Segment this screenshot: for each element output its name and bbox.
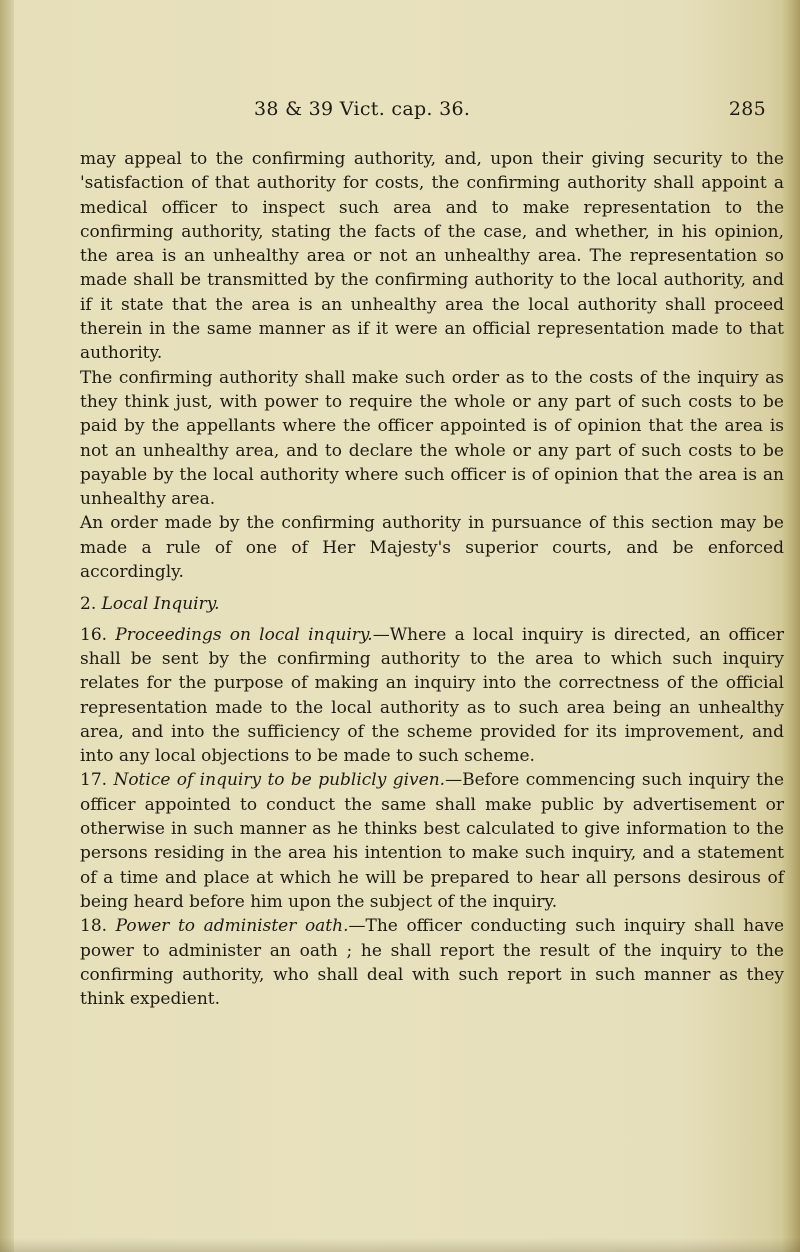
page-header bbox=[80, 98, 780, 128]
paragraph-costs: The confirming authority shall make such order as to the costs of the inquiry as they think just, with power to require the whole or any part of such costs to be paid by the appellants where the officer appointed is of opinion that the area is not an unhealthy area, and to declare the whole or any part of such costs to be payable by the local authority where such officer is of opinion that the area is an unhealthy area. bbox=[80, 367, 784, 510]
section-number: 17. bbox=[80, 770, 108, 791]
section-heading-number: 2. bbox=[80, 594, 97, 615]
paragraph-order: An order made by the confirming authority in pursuance of this section may be made a rule of one of Her Majesty's superior courts, and be enforced accordingly. bbox=[80, 513, 784, 583]
section-number: 16. bbox=[80, 624, 108, 645]
page-number: 285 bbox=[728, 98, 766, 120]
page-bottom-shadow bbox=[0, 1238, 800, 1252]
section-16 bbox=[80, 623, 784, 769]
section-title: Proceedings on local inquiry. bbox=[115, 624, 373, 645]
section-number: 18. bbox=[80, 916, 108, 937]
section-heading-title: Local Inquiry. bbox=[101, 594, 220, 615]
section-title: Notice of inquiry to be publicly given. bbox=[113, 770, 446, 791]
section-title: Power to administer oath. bbox=[115, 916, 349, 937]
binding-gutter bbox=[0, 0, 14, 1252]
section-text: —The officer conducting such inquiry shall have power to administer an oath ; he shall report the result of the inquiry to the confirming authority, who shall deal with such report in such manner as they think expedient. bbox=[80, 916, 785, 1010]
section-heading bbox=[80, 592, 784, 616]
section-17 bbox=[80, 768, 784, 914]
running-head: 38 & 39 Vict. cap. 36. bbox=[254, 98, 471, 120]
paragraph-appeal: may appeal to the confirming authority, and, upon their giving security to the 'satisfaction of that authority for costs, the confirming authority shall appoint a medical officer to inspect such area and to make representation to the confirming authority, stating the facts of the case, and whether, in his opinion, the area is an unhealthy area or not an unhealthy area. The representation so made shall be transmitted by the confirming authority to the local authority, and if it state that the area is an unhealthy area the local authority shall proceed therein in the same manner as if it were an official representation made to that authority. bbox=[80, 149, 784, 364]
section-text: —Where a local inquiry is directed, an officer shall be sent by the confirming authority to the area to which such inquiry relates for the purpose of making an inquiry into the correctness of the official representation made to the local authority as to such area being an unhealthy area, and into the sufficiency of the scheme provided for its improvement, and into any local objections to be made to such scheme. bbox=[80, 624, 784, 767]
body-text bbox=[80, 147, 784, 1011]
section-18 bbox=[80, 914, 784, 1011]
section-text: —Before commencing such inquiry the officer appointed to conduct the same shall make public by advertisement or otherwise in such manner as he thinks best calculated to give information to the persons residing in the area his intention to make such inquiry, and a statement of a time and place at which he will be prepared to hear all persons desirous of being heard before him upon the subject of the inquiry. bbox=[80, 770, 785, 912]
